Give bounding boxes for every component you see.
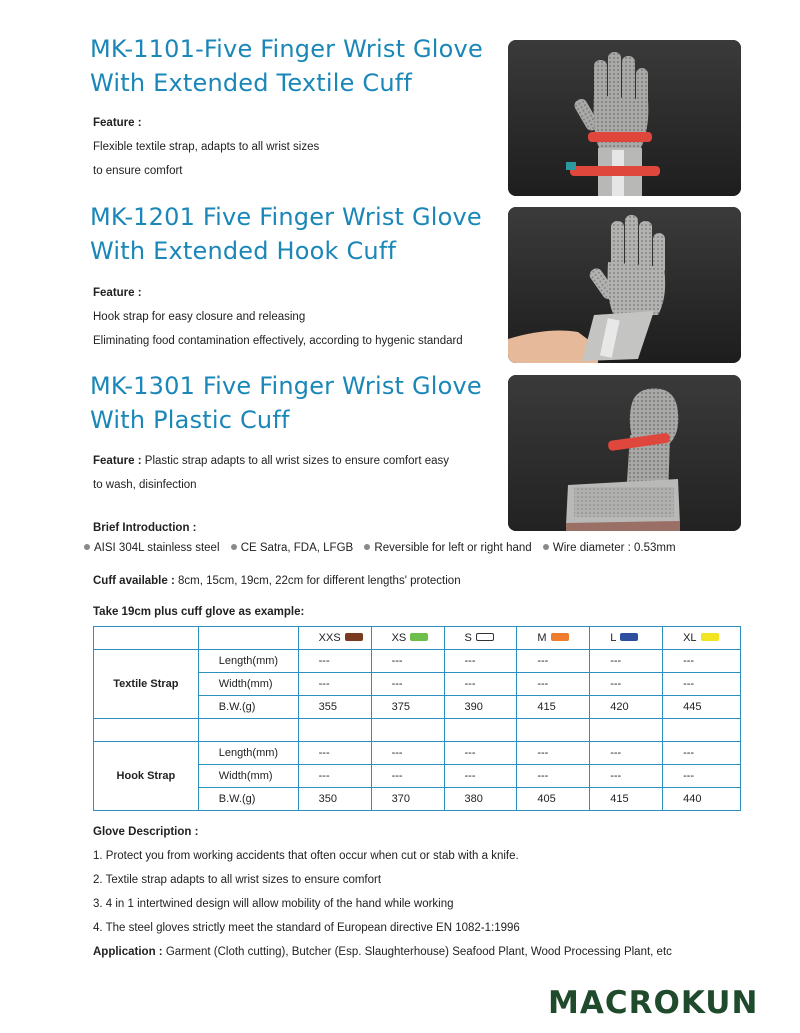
table-row xyxy=(94,650,741,673)
size-header xyxy=(371,627,444,650)
product-1-feature-line2: to ensure comfort xyxy=(93,165,183,177)
table-cell: 420 xyxy=(590,696,663,719)
table-row xyxy=(94,742,741,765)
table-cell: 370 xyxy=(371,788,444,811)
product-1-title-line1: MK-1101-Five Finger Wrist Glove xyxy=(90,35,483,63)
size-header xyxy=(444,627,517,650)
size-table xyxy=(93,626,741,811)
product-3-photo xyxy=(508,375,741,531)
brand-logo: MACROKUN xyxy=(548,985,759,1021)
description-label: Glove Description : xyxy=(93,826,199,838)
table-caption: Take 19cm plus cuff glove as example: xyxy=(93,606,305,618)
size-header xyxy=(517,627,590,650)
table-cell: --- xyxy=(590,742,663,765)
row-attr: Width(mm) xyxy=(198,765,298,788)
table-cell: 405 xyxy=(517,788,590,811)
size-label: XS xyxy=(391,632,407,644)
product-2-title xyxy=(90,200,482,268)
size-header xyxy=(590,627,663,650)
cuff-available-label: Cuff available : xyxy=(93,575,175,587)
table-cell: 445 xyxy=(663,696,741,719)
product-1-feature-line1: Flexible textile strap, adapts to all wrist sizes xyxy=(93,141,320,153)
table-cell: --- xyxy=(298,673,371,696)
product-1-title-line2: With Extended Textile Cuff xyxy=(90,69,413,97)
table-cell: --- xyxy=(298,650,371,673)
brief-item-text: CE Satra, FDA, LFGB xyxy=(240,542,354,554)
size-header xyxy=(298,627,371,650)
table-cell: --- xyxy=(663,650,741,673)
product-2-feature-label: Feature : xyxy=(93,287,142,299)
cuff-available xyxy=(93,569,461,593)
table-cell: 355 xyxy=(298,696,371,719)
table-cell: --- xyxy=(517,765,590,788)
size-header xyxy=(663,627,741,650)
table-cell: 390 xyxy=(444,696,517,719)
product-2-feature-line2: Eliminating food contamination effectively, according to hygenic standard xyxy=(93,335,463,347)
product-3-feature xyxy=(93,449,449,497)
table-cell: 415 xyxy=(517,696,590,719)
row-attr: Length(mm) xyxy=(198,650,298,673)
row-attr: Width(mm) xyxy=(198,673,298,696)
table-cell xyxy=(517,719,590,742)
product-1-photo xyxy=(508,40,741,196)
cuff-available-text: 8cm, 15cm, 19cm, 22cm for different lengths' protection xyxy=(174,575,461,587)
table-cell xyxy=(94,719,199,742)
size-swatch-xl xyxy=(701,633,719,641)
product-3-title xyxy=(90,369,482,437)
table-cell: --- xyxy=(371,650,444,673)
size-swatch-m xyxy=(551,633,569,641)
table-cell: --- xyxy=(663,765,741,788)
row-attr: Length(mm) xyxy=(198,742,298,765)
product-3-title-line1: MK-1301 Five Finger Wrist Glove xyxy=(90,372,482,400)
product-2-title-line1: MK-1201 Five Finger Wrist Glove xyxy=(90,203,482,231)
group-label-textile-strap: Textile Strap xyxy=(94,650,199,719)
table-cell: --- xyxy=(517,650,590,673)
product-3-feature-label: Feature : xyxy=(93,455,142,467)
application-text: Garment (Cloth cutting), Butcher (Esp. Slaughterhouse) Seafood Plant, Wood Processing Plant, etc xyxy=(162,946,672,958)
size-label: XXS xyxy=(318,632,341,644)
application-label: Application : xyxy=(93,946,163,958)
table-cell xyxy=(198,719,298,742)
table-cell: --- xyxy=(444,650,517,673)
product-2-title-line2: With Extended Hook Cuff xyxy=(90,237,397,265)
size-label: L xyxy=(610,632,617,644)
table-cell: --- xyxy=(371,673,444,696)
table-header-empty xyxy=(198,627,298,650)
brief-item-text: AISI 304L stainless steel xyxy=(94,542,220,554)
table-cell: --- xyxy=(444,673,517,696)
brief-item xyxy=(84,542,220,554)
table-cell: --- xyxy=(517,673,590,696)
table-cell: --- xyxy=(663,673,741,696)
size-label: XL xyxy=(683,632,697,644)
description-item: 4. The steel gloves strictly meet the standard of European directive EN 1082-1:1996 xyxy=(93,922,520,934)
size-label: S xyxy=(464,632,472,644)
brief-item-text: Reversible for left or right hand xyxy=(374,542,532,554)
row-attr: B.W.(g) xyxy=(198,788,298,811)
table-spacer-row xyxy=(94,719,741,742)
table-cell: --- xyxy=(590,650,663,673)
table-cell: --- xyxy=(517,742,590,765)
product-1-feature xyxy=(93,111,319,183)
group-label-hook-strap: Hook Strap xyxy=(94,742,199,811)
bullet-dot-icon xyxy=(84,544,90,550)
table-cell xyxy=(663,719,741,742)
table-cell: --- xyxy=(663,742,741,765)
table-cell: --- xyxy=(371,765,444,788)
brief-item-text: Wire diameter : 0.53mm xyxy=(552,542,676,554)
product-2-feature xyxy=(93,281,463,353)
description-item: 1. Protect you from working accidents that often occur when cut or stab with a knife. xyxy=(93,850,519,862)
product-1-feature-label: Feature : xyxy=(93,117,142,129)
brief-intro-list xyxy=(84,542,684,554)
brief-item xyxy=(543,542,676,554)
table-cell: 380 xyxy=(444,788,517,811)
table-cell: --- xyxy=(444,765,517,788)
table-cell: 440 xyxy=(663,788,741,811)
product-3-feature-line2: to wash, disinfection xyxy=(93,479,197,491)
brief-item xyxy=(231,542,353,554)
row-attr: B.W.(g) xyxy=(198,696,298,719)
product-3-feature-line1 xyxy=(93,449,449,473)
bullet-dot-icon xyxy=(231,544,237,550)
table-cell xyxy=(590,719,663,742)
product-2-feature-line1: Hook strap for easy closure and releasing xyxy=(93,311,306,323)
table-cell xyxy=(298,719,371,742)
description-item: 3. 4 in 1 intertwined design will allow mobility of the hand while working xyxy=(93,898,454,910)
brief-item xyxy=(364,542,531,554)
bullet-dot-icon xyxy=(543,544,549,550)
table-cell: 350 xyxy=(298,788,371,811)
size-swatch-xxs xyxy=(345,633,363,641)
table-cell: --- xyxy=(298,742,371,765)
table-header-row xyxy=(94,627,741,650)
size-swatch-l xyxy=(620,633,638,641)
table-cell xyxy=(444,719,517,742)
table-cell: --- xyxy=(298,765,371,788)
size-label: M xyxy=(537,632,547,644)
product-2-photo xyxy=(508,207,741,363)
table-cell: 415 xyxy=(590,788,663,811)
application-line xyxy=(93,940,672,964)
table-cell: --- xyxy=(590,765,663,788)
bullet-dot-icon xyxy=(364,544,370,550)
product-3-title-line2: With Plastic Cuff xyxy=(90,406,290,434)
product-1-title xyxy=(90,32,483,100)
table-cell xyxy=(371,719,444,742)
glove-description xyxy=(93,820,672,964)
size-swatch-xs xyxy=(410,633,428,641)
table-header-empty xyxy=(94,627,199,650)
product-3-feature-text: Plastic strap adapts to all wrist sizes to ensure comfort easy xyxy=(141,455,450,467)
table-cell: --- xyxy=(590,673,663,696)
table-cell: 375 xyxy=(371,696,444,719)
description-item: 2. Textile strap adapts to all wrist sizes to ensure comfort xyxy=(93,874,382,886)
size-swatch-s xyxy=(476,633,494,641)
table-cell: --- xyxy=(444,742,517,765)
brief-intro-label: Brief Introduction : xyxy=(93,522,197,534)
table-cell: --- xyxy=(371,742,444,765)
